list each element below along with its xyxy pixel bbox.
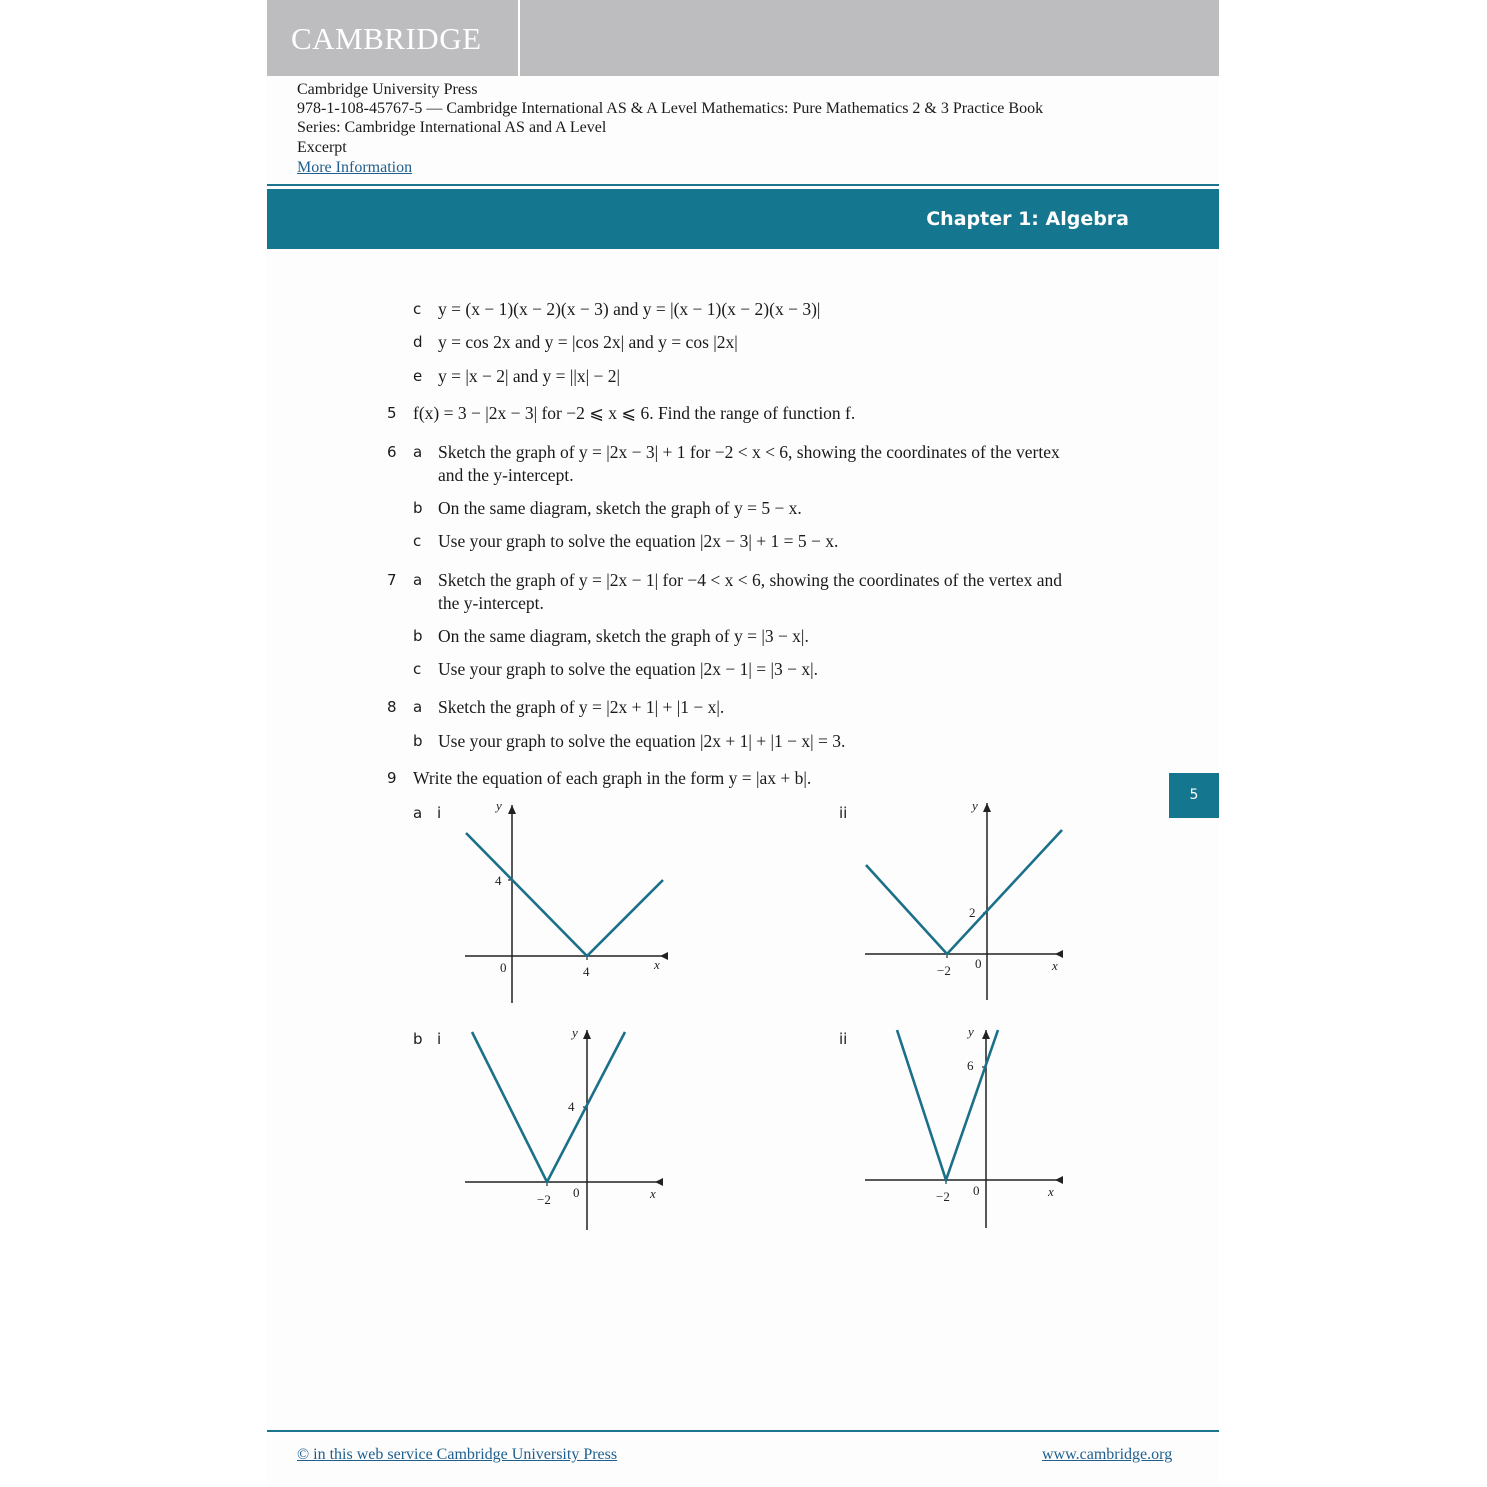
y-axis-label: y [968, 1025, 974, 1039]
chapter-band [267, 189, 1219, 249]
graph-b-ii [860, 1025, 1075, 1240]
question-text: y = (x − 1)(x − 2)(x − 3) and y = |(x − 1)(x − 2)(x − 3)| [438, 299, 821, 319]
x-axis-label: x [1048, 1184, 1054, 1199]
x-arrow-icon [1055, 950, 1063, 958]
graph-a-ii [860, 800, 1075, 1010]
question-number: 6 [387, 443, 397, 461]
x-axis-label: x [650, 1186, 656, 1201]
question-part-label: a [413, 698, 423, 716]
series: Series: Cambridge International AS and A Level [297, 119, 607, 136]
brand-divider [518, 0, 520, 76]
question-part-label: a [413, 443, 423, 461]
question-part-label: d [413, 333, 423, 351]
y-tick-label: 4 [568, 1099, 575, 1114]
y-arrow-icon [583, 1030, 591, 1039]
origin-label: 0 [573, 1185, 580, 1200]
graph-b-i [460, 1025, 675, 1240]
graph-line [472, 1032, 625, 1182]
x-arrow-icon [660, 952, 668, 960]
graph-label-a: a [413, 804, 423, 822]
graph-label-b-i: i [437, 1030, 442, 1048]
question-part-label: c [413, 532, 422, 550]
question-text: Use your graph to solve the equation |2x − 1| = |3 − x|. [438, 659, 818, 679]
copyright-link[interactable]: © in this web service Cambridge University Press [297, 1446, 618, 1463]
graph-line [466, 833, 663, 956]
question-text: y = |x − 2| and y = ||x| − 2| [438, 366, 621, 386]
graph-a-i [460, 800, 675, 1010]
excerpt-label: Excerpt [297, 139, 347, 156]
y-tick-label: 2 [969, 905, 976, 920]
isbn-title: 978-1-108-45767-5 — Cambridge International AS & A Level Mathematics: Pure Mathematics 2 & 3 Practice Book [297, 100, 1044, 117]
question-text: y = cos 2x and y = |cos 2x| and y = cos |2x| [438, 332, 738, 352]
x-tick-label: −2 [936, 1189, 950, 1204]
x-tick-label: 4 [583, 964, 590, 979]
x-axis-label: x [1052, 958, 1058, 973]
y-axis-label: y [972, 800, 978, 813]
question-text: Sketch the graph of y = |2x − 1| for −4 < x < 6, showing the coordinates of the vertex and [438, 570, 1062, 590]
y-axis-label: y [572, 1025, 578, 1040]
website-link[interactable]: www.cambridge.org [1042, 1446, 1173, 1463]
x-arrow-icon [1055, 1176, 1063, 1184]
question-text: Sketch the graph of y = |2x − 3| + 1 for −2 < x < 6, showing the coordinates of the vertex [438, 442, 1060, 462]
x-tick-label: −2 [937, 963, 951, 978]
question-part-label: c [413, 660, 422, 678]
y-arrow-icon [508, 805, 516, 814]
question-number: 5 [387, 404, 397, 422]
question-text: f(x) = 3 − |2x − 3| for −2 ⩽ x ⩽ 6. Find the range of function f. [413, 403, 856, 423]
question-text: On the same diagram, sketch the graph of y = |3 − x|. [438, 626, 809, 646]
y-tick-label: 6 [967, 1058, 974, 1073]
origin-label: 0 [975, 956, 982, 971]
y-axis-label: y [496, 800, 502, 813]
question-part-label: b [413, 627, 423, 645]
origin-label: 0 [500, 960, 507, 975]
graph-label-b-ii: ii [839, 1030, 848, 1048]
question-text: Use your graph to solve the equation |2x − 3| + 1 = 5 − x. [438, 531, 839, 551]
question-part-label: a [413, 571, 423, 589]
graph-label-b: b [413, 1030, 423, 1048]
question-part-label: b [413, 732, 423, 750]
publisher: Cambridge University Press [297, 81, 478, 98]
graph-label-a-ii: ii [839, 804, 848, 822]
graph-line [866, 830, 1062, 954]
footer-rule [267, 1430, 1219, 1432]
question-text: the y-intercept. [438, 593, 544, 613]
graph-label-a-i: i [437, 804, 442, 822]
question-part-label: b [413, 499, 423, 517]
x-arrow-icon [655, 1178, 663, 1186]
x-tick-label: −2 [537, 1192, 551, 1207]
chapter-title: Chapter 1: Algebra [926, 208, 1129, 230]
question-number: 8 [387, 698, 397, 716]
y-arrow-icon [982, 1030, 990, 1039]
y-tick-label: 4 [495, 873, 502, 888]
page-number-tab: 5 [1169, 773, 1219, 818]
x-axis-label: x [654, 957, 660, 972]
question-text: On the same diagram, sketch the graph of y = 5 − x. [438, 498, 802, 518]
question-part-label: e [413, 367, 423, 385]
question-text: and the y-intercept. [438, 465, 574, 485]
question-text: Write the equation of each graph in the form y = |ax + b|. [413, 768, 812, 788]
more-information-link[interactable]: More Information [297, 159, 413, 176]
question-text: Sketch the graph of y = |2x + 1| + |1 − x|. [438, 697, 725, 717]
cambridge-logo: CAMBRIDGE [291, 21, 482, 56]
origin-label: 0 [973, 1183, 980, 1198]
header-rule [267, 184, 1219, 186]
question-number: 7 [387, 571, 397, 589]
question-part-label: c [413, 300, 422, 318]
question-text: Use your graph to solve the equation |2x + 1| + |1 − x| = 3. [438, 731, 846, 751]
question-number: 9 [387, 769, 397, 787]
y-arrow-icon [983, 803, 991, 812]
graph-line [897, 1030, 998, 1180]
